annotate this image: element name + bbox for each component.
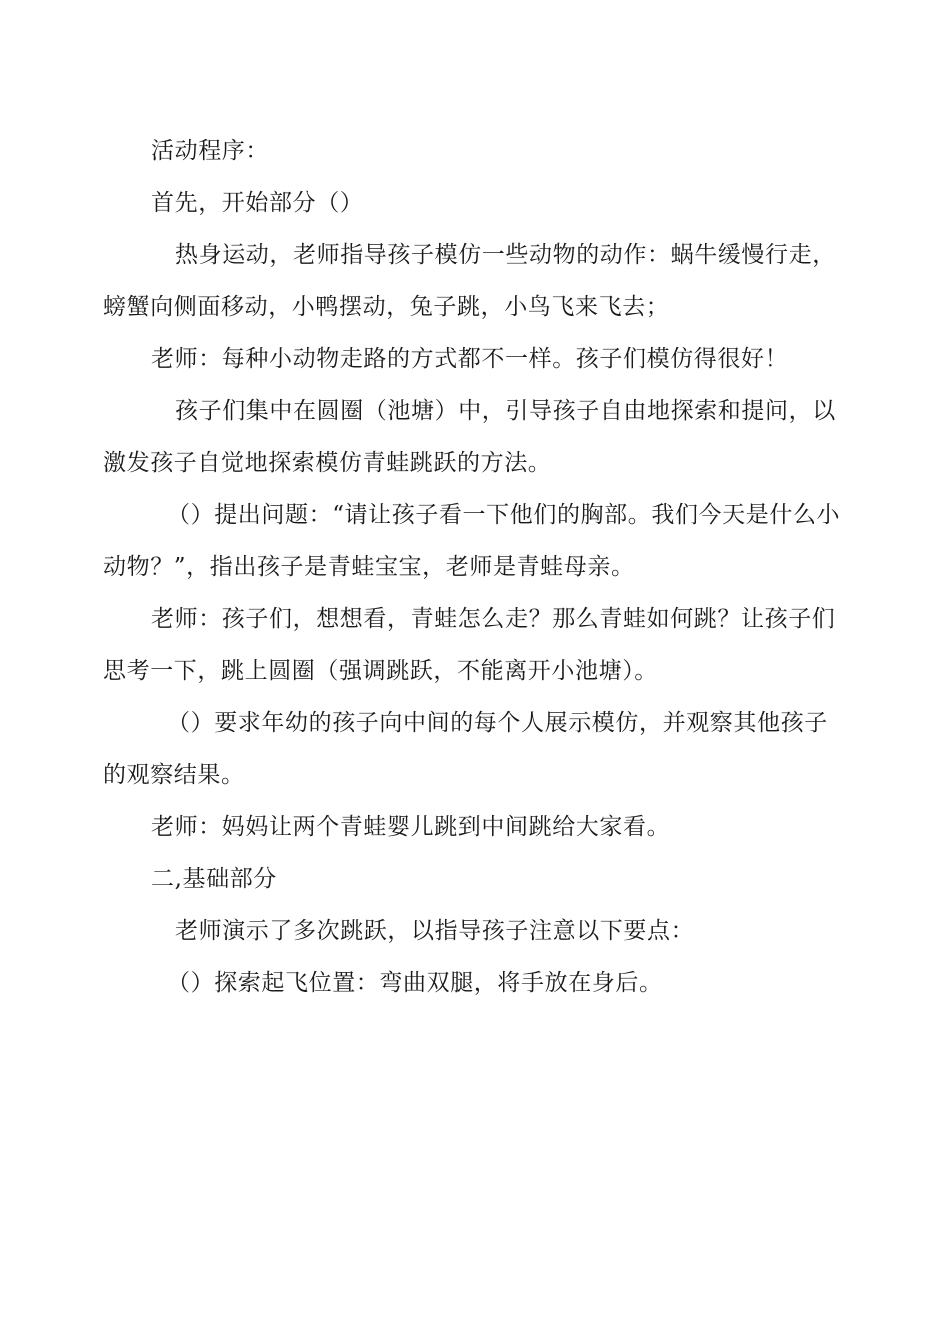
paragraph-activity-procedure: 活动程序： [151,138,269,164]
paragraph-teacher-demo: 老师演示了多次跳跃，以指导孩子注意以下要点： [175,918,695,944]
paragraph-show-imitation: （）要求年幼的孩子向中间的每个人展示模仿，并观察其他孩子的观察结果。 [103,710,828,788]
paragraph-teacher-mother: 老师：妈妈让两个青蛙婴儿跳到中间跳给大家看。 [151,814,671,840]
paragraph-opening-part: 首先，开始部分（） [151,190,364,216]
document-body [103,125,848,1009]
paragraph-takeoff-position: （）探索起飞位置：弯曲双腿，将手放在身后。 [167,970,663,996]
paragraph-ask-question: （）提出问题：“请让孩子看一下他们的胸部。我们今天是什么小动物？”，指出孩子是青蛙宝宝，老师是青蛙母亲。 [103,502,841,580]
paragraph-warm-up: 热身运动，老师指导孩子模仿一些动物的动作：蜗牛缓慢行走，螃蟹向侧面移动，小鸭摆动，兔子跳，小鸟飞来飞去； [103,242,836,320]
paragraph-circle-explore: 孩子们集中在圆圈（池塘）中，引导孩子自由地探索和提问，以激发孩子自觉地探索模仿青蛙跳跃的方法。 [103,398,836,476]
section-heading-basic-part: 二,基础部分 [151,866,277,892]
paragraph-teacher-praise: 老师：每种小动物走路的方式都不一样。孩子们模仿得很好！ [151,346,789,372]
paragraph-teacher-think: 老师：孩子们，想想看，青蛙怎么走？那么青蛙如何跳？让孩子们思考一下，跳上圆圈（强调跳跃，不能离开小池塘）。 [103,606,836,684]
